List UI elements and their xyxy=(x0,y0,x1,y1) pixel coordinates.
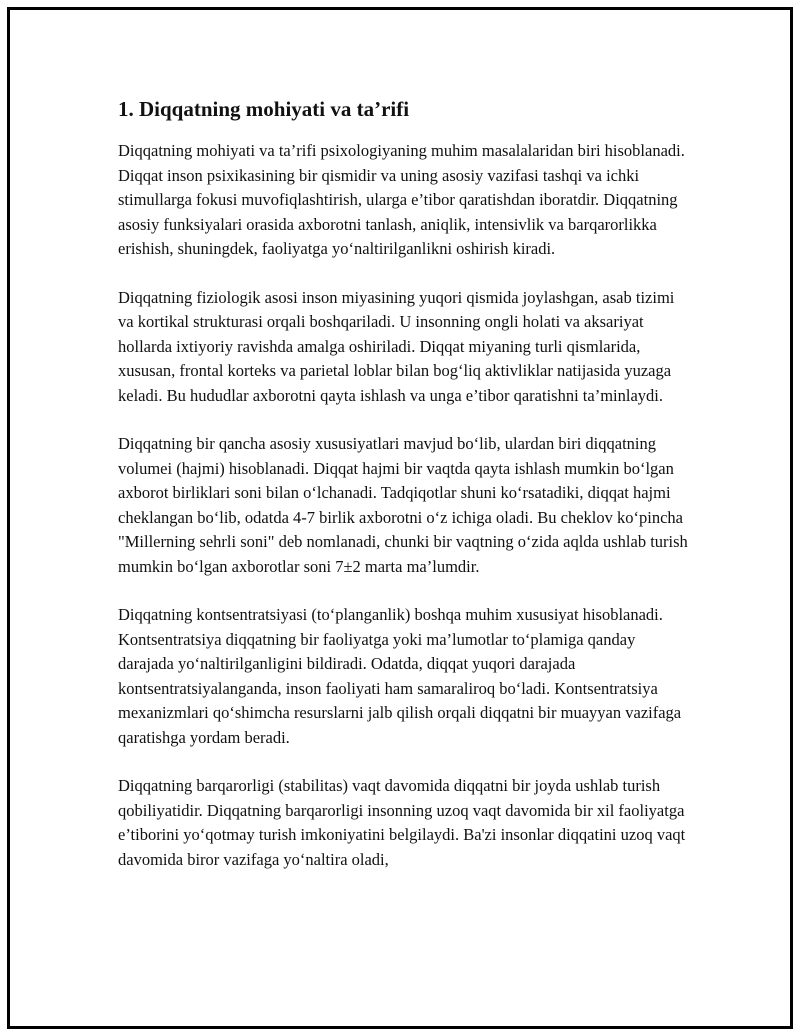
section-heading: 1. Diqqatning mohiyati va ta’rifi xyxy=(118,97,410,121)
paragraph-volume: Diqqatning bir qancha asosiy xususiyatlari mavjud bo‘lib, ulardan biri diqqatning volumei (hajmi) hisoblanadi. Diqqat hajmi bir vaqtda qayta ishlash mumkin bo‘lgan axborot birliklari soni bilan o‘lchanadi. Tadqiqotlar shuni ko‘rsatadiki, diqqat hajmi cheklangan bo‘lib, odatda 4-7 birlik axborotni o‘z ichiga oladi. Bu cheklov ko‘pincha "Millerning sehrli soni" deb nomlanadi, chunki bir vaqtning o‘zida aqlda ushlab turish mumkin bo‘lgan axborotlar soni 7±2 marta ma’lumdir. xyxy=(118,434,688,576)
paragraph-definition: Diqqatning mohiyati va ta’rifi psixologiyaning muhim masalalaridan biri hisoblanadi. Diqqat inson psixikasining bir qismidir va uning asosiy vazifasi tashqi va ichki stimullarga fokusi muvofiqlashtirish, ularga e’tibor qaratishdan iboratdir. Diqqatning asosiy funksiyalari orasida axborotni tanlash, aniqlik, intensivlik va barqarorlikka erishish, shuningdek, faoliyatga yo‘naltirilganlikni oshirish kiradi. xyxy=(118,141,685,258)
paragraph-concentration: Diqqatning kontsentratsiyasi (to‘planganlik) boshqa muhim xususiyat hisoblanadi. Kontsentratsiya diqqatning bir faoliyatga yoki ma’lumotlar to‘plamiga qanday darajada yo‘naltirilganligini bildiradi. Odatda, diqqat yuqori darajada kontsentratsiyalanganda, inson faoliyati ham samaraliroq bo‘ladi. Kontsentratsiya mexanizmlari qo‘shimcha resurslarni jalb qilish orqali diqqatni bir muayyan vazifaga qaratishga yordam beradi. xyxy=(118,605,682,747)
page-frame xyxy=(7,7,793,1029)
document-body xyxy=(118,96,692,896)
paragraph-stability: Diqqatning barqarorligi (stabilitas) vaqt davomida diqqatni bir joyda ushlab turish qobiliyatidir. Diqqatning barqarorligi insonning uzoq vaqt davomida bir xil faoliyatga e’tiborini yo‘qotmay turish imkoniyatini belgilaydi. Ba'zi insonlar diqqatini uzoq vaqt davomida biror vazifaga yo‘naltira oladi, xyxy=(118,776,686,869)
paragraph-physiology: Diqqatning fiziologik asosi inson miyasining yuqori qismida joylashgan, asab tizimi va kortikal strukturasi orqali boshqariladi. U insonning ongli holati va aksariyat hollarda ixtiyoriy ravishda amalga oshiriladi. Diqqat miyaning turli qismlarida, xususan, frontal korteks va parietal loblar bilan bog‘liq aktivliklar natijasida yuzaga keladi. Bu hududlar axborotni qayta ishlash va unga e’tibor qaratishni ta’minlaydi. xyxy=(118,287,675,405)
